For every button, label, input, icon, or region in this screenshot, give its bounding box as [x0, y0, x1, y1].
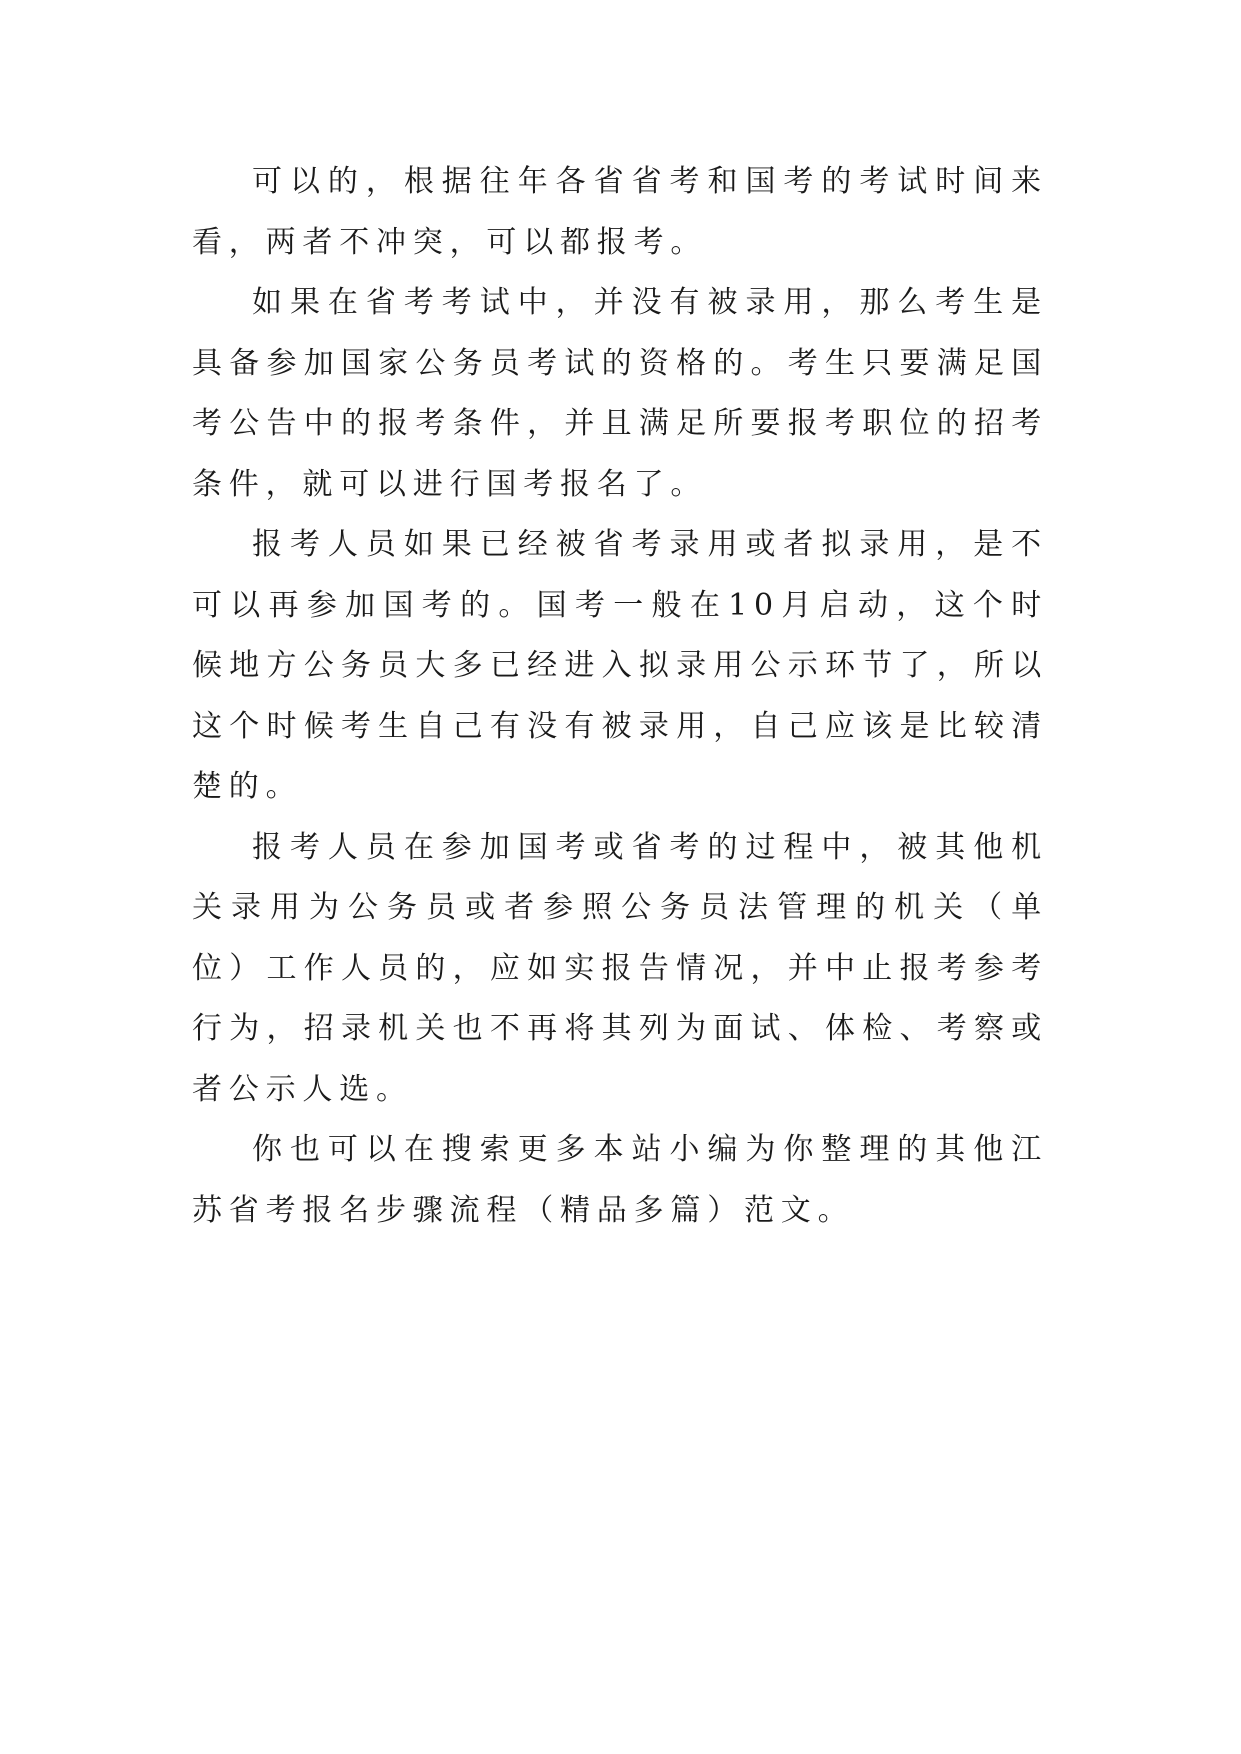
paragraph: 可以的，根据往年各省省考和国考的考试时间来看，两者不冲突，可以都报考。: [192, 164, 1048, 260]
paragraph: 报考人员在参加国考或省考的过程中，被其他机关录用为公务员或者参照公务员法管理的机关（单位）工作人员的，应如实报告情况，并中止报考参考行为，招录机关也不再将其列为面试、体检、考察或者公示人选。: [192, 829, 1048, 1107]
document-body: [192, 152, 1048, 1241]
paragraph: 你也可以在搜索更多本站小编为你整理的其他江苏省考报名步骤流程（精品多篇）范文。: [192, 1132, 1048, 1228]
paragraph: 报考人员如果已经被省考录用或者拟录用，是不可以再参加国考的。国考一般在10月启动，这个时候地方公务员大多已经进入拟录用公示环节了，所以这个时候考生自己有没有被录用，自己应该是比较清楚的。: [192, 527, 1048, 804]
paragraph: 如果在省考考试中，并没有被录用，那么考生是具备参加国家公务员考试的资格的。考生只要满足国考公告中的报考条件，并且满足所要报考职位的招考条件，就可以进行国考报名了。: [192, 285, 1048, 502]
